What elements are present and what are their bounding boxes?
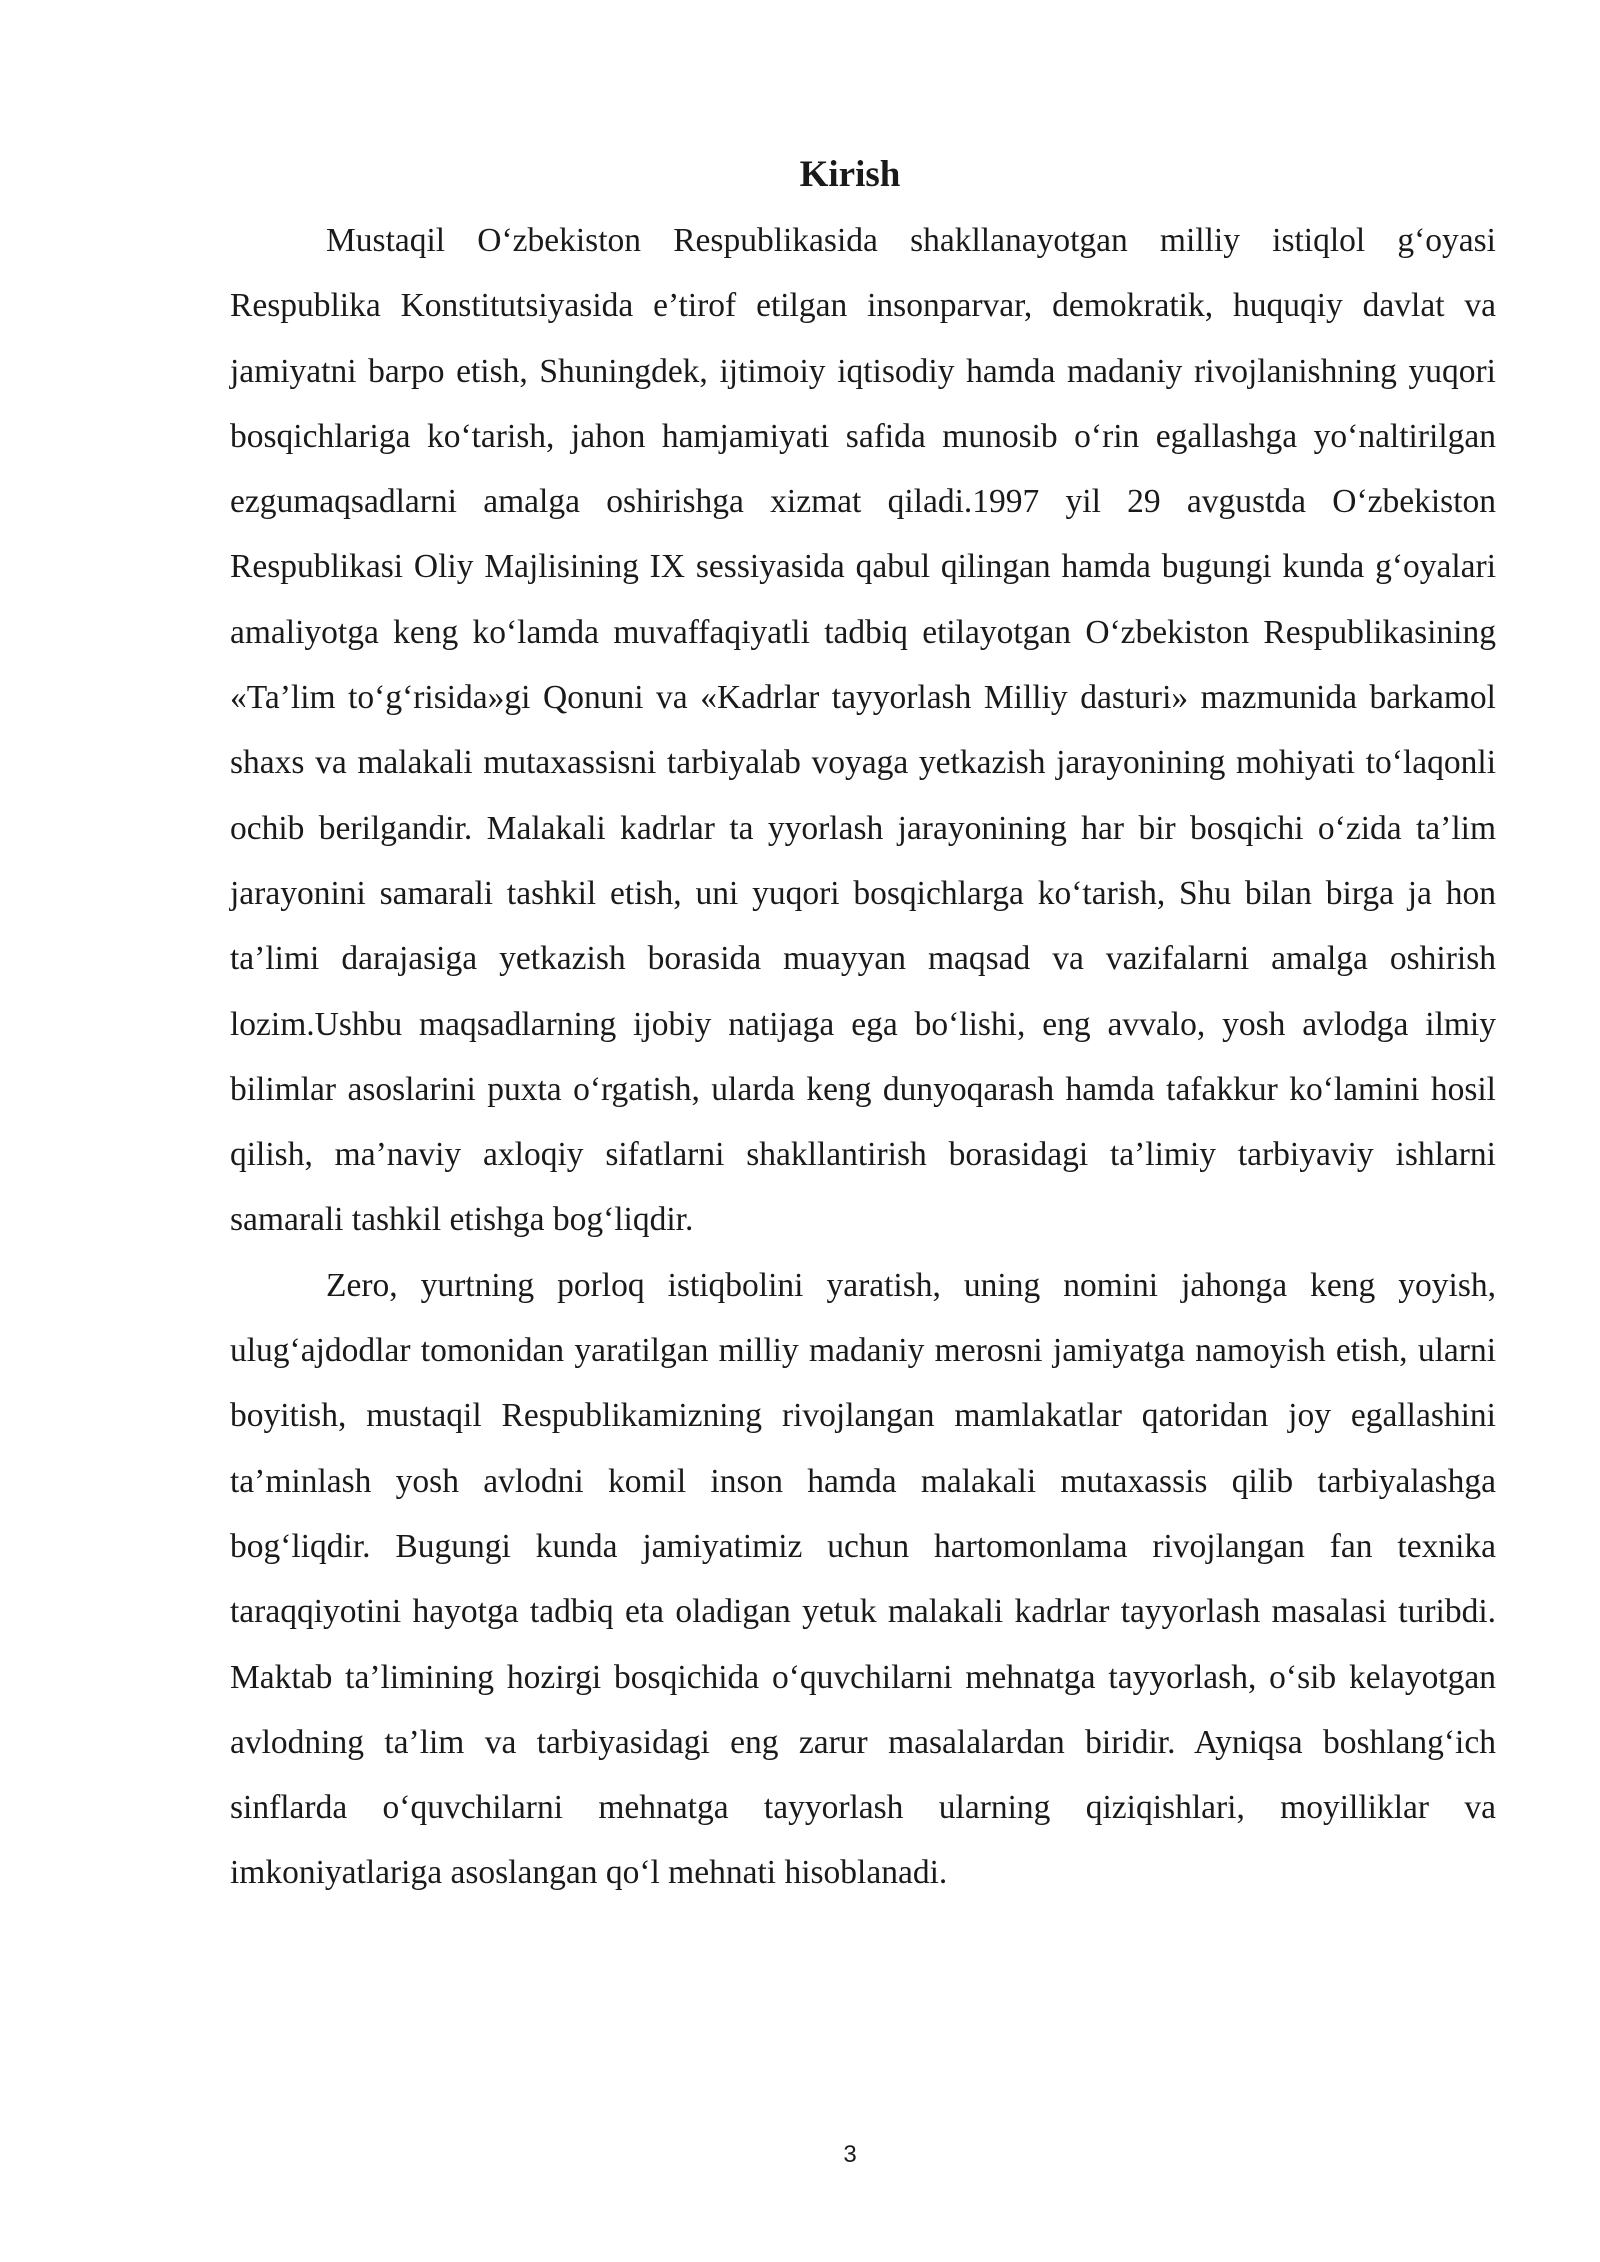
page-number: 3 [843, 2141, 857, 2168]
paragraph-2: Zero, yurtning porloq istiqbolini yaratish, uning nomini jahonga keng yoyish, ulug‘ajdodlar tomonidan yaratilgan milliy madaniy merosni jamiyatga namoyish etish, ularni boyitish, mustaqil Respublikamizning rivojlangan mamlakatlar qatoridan joy egallashini ta’minlash yosh avlodni komil inson hamda malakali mutaxassis qilib tarbiyalashga bog‘liqdir. Bugungi kunda jamiyatimiz uchun hartomonlama rivojlangan fan texnika taraqqiyotini hayotga tadbiq eta oladigan yetuk malakali kadrlar tayyorlash masalasi turibdi. Maktab ta’limining hozirgi bosqichida o‘quvchilarni mehnatga tayyorlash, o‘sib kelayotgan avlodning ta’lim va tarbiyasidagi eng zarur masalalardan biridir. Ayniqsa boshlang‘ich sinflarda o‘quvchilarni mehnatga tayyorlash ularning qiziqishlari, moyilliklar va imkoniyatlariga asoslangan qo‘l mehnati hisoblanadi. [230, 1266, 1496, 1892]
body-text [230, 208, 1496, 1906]
paragraph-1: Mustaqil O‘zbekiston Respublikasida shakllanayotgan milliy istiqlol g‘oyasi Respublika Konstitutsiyasida e’tirof etilgan insonparvar, demokratik, huquqiy davlat va jamiyatni barpo etish, Shuningdek, ijtimoiy iqtisodiy hamda madaniy rivojlanishning yuqori bosqichlariga ko‘tarish, jahon hamjamiyati safida munosib o‘rin egallashga yo‘naltirilgan ezgumaqsadlarni amalga oshirishga xizmat qiladi.1997 yil 29 avgustda O‘zbekiston Respublikasi Oliy Majlisining IX sessiyasida qabul qilingan hamda bugungi kunda g‘oyalari amaliyotga keng ko‘lamda muvaffaqiyatli tadbiq etilayotgan O‘zbekiston Respublikasining «Ta’lim to‘g‘risida»gi Qonuni va «Kadrlar tayyorlash Milliy dasturi» mazmunida barkamol shaxs va malakali mutaxassisni tarbiyalab voyaga yetkazish jarayonining mohiyati to‘laqonli ochib berilgandir. Malakali kadrlar ta yyorlash jarayonining har bir bosqichi o‘zida ta’lim jarayonini samarali tashkil etish, uni yuqori bosqichlarga ko‘tarish, Shu bilan birga ja hon ta’limi darajasiga yetkazish borasida muayyan maqsad va vazifalarni amalga oshirish lozim.Ushbu maqsadlarning ijobiy natijaga ega bo‘lishi, eng avvalo, yosh avlodga ilmiy bilimlar asoslarini puxta o‘rgatish, ularda keng dunyoqarash hamda tafakkur ko‘lamini hosil qilish, ma’naviy axloqiy sifatlarni shakllantirish borasidagi ta’limiy tarbiyaviy ishlarni samarali tashkil etishga bog‘liqdir. [230, 222, 1496, 1239]
page-title: Kirish [799, 154, 901, 195]
